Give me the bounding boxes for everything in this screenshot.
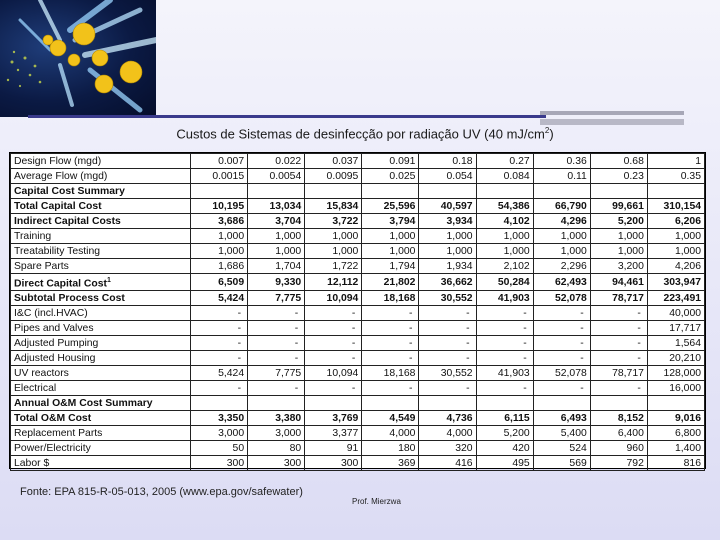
table-cell: 416 [419,456,476,471]
table-cell: 0.037 [305,154,362,169]
table-cell [305,396,362,411]
table-cell: 1,564 [647,336,704,351]
table-cell: 3,380 [248,411,305,426]
table-cell: 21,802 [362,274,419,291]
uv-cost-table [10,153,705,471]
table-cell: 9,330 [248,274,305,291]
row-label [11,441,191,456]
table-cell: 13,034 [248,199,305,214]
table-cell: - [362,351,419,366]
table-cell: 30,552 [419,291,476,306]
table-row [11,154,705,169]
table-cell: 0.11 [533,169,590,184]
table-cell: - [533,351,590,366]
table-cell: 8,152 [590,411,647,426]
author-credit: Prof. Mierzwa [352,497,401,506]
table-cell: - [191,321,248,336]
table-cell: 40,597 [419,199,476,214]
table-cell: 2,296 [533,259,590,274]
table-cell: 5,424 [191,366,248,381]
row-label [11,169,191,184]
table-cell: 6,400 [590,426,647,441]
table-cell [191,184,248,199]
table-cell: 6,493 [533,411,590,426]
table-cell: 1,000 [647,229,704,244]
table-cell [305,184,362,199]
table-row [11,199,705,214]
table-cell: 223,491 [647,291,704,306]
row-label-text: Capital Cost Summary [14,185,125,197]
table-cell: 1,000 [362,244,419,259]
table-cell: - [191,351,248,366]
row-label [11,229,191,244]
table-row [11,229,705,244]
table-cell: 9,016 [647,411,704,426]
table-cell: 3,000 [191,426,248,441]
table-cell: 3,769 [305,411,362,426]
table-cell: 91 [305,441,362,456]
section-header-row [11,396,705,411]
table-cell: 1,000 [590,229,647,244]
table-cell: - [248,306,305,321]
table-cell: 816 [647,456,704,471]
table-cell: 1,000 [476,229,533,244]
table-cell [533,396,590,411]
table-cell: 10,195 [191,199,248,214]
table-cell: 7,775 [248,366,305,381]
row-label [11,321,191,336]
table-cell: 3,200 [590,259,647,274]
table-cell: 54,386 [476,199,533,214]
table-cell: - [248,336,305,351]
table-cell: 524 [533,441,590,456]
table-cell [419,184,476,199]
table-cell: 40,000 [647,306,704,321]
row-label-text: Training [14,230,52,242]
table-cell: - [362,321,419,336]
row-label-text: Spare Parts [14,260,69,272]
table-cell: - [476,351,533,366]
table-row [11,291,705,306]
table-cell: 960 [590,441,647,456]
table-cell: - [590,321,647,336]
table-cell: - [476,336,533,351]
table-cell: 6,206 [647,214,704,229]
table-row [11,321,705,336]
table-cell: - [191,336,248,351]
footnote-marker: 1 [106,277,111,284]
table-cell: 420 [476,441,533,456]
decorative-bar [540,119,684,125]
table-cell: 1,000 [305,229,362,244]
table-cell: 6,509 [191,274,248,291]
row-label-text: Treatability Testing [14,245,101,257]
table-row [11,351,705,366]
table-cell: 1,000 [248,229,305,244]
table-cell [191,396,248,411]
table-cell: 1 [647,154,704,169]
table-cell: 1,000 [647,244,704,259]
table-row [11,274,705,291]
row-label [11,381,191,396]
cost-table-body [11,154,705,471]
row-label [11,184,191,199]
table-cell: 3,704 [248,214,305,229]
table-cell: 18,168 [362,366,419,381]
table-row [11,381,705,396]
slide-title [0,126,720,141]
table-cell: 0.084 [476,169,533,184]
table-cell: 495 [476,456,533,471]
table-cell: 180 [362,441,419,456]
table-cell: - [419,351,476,366]
table-cell: 4,206 [647,259,704,274]
row-label [11,396,191,411]
table-cell: 10,094 [305,291,362,306]
row-label-text: Indirect Capital Costs [14,215,121,227]
table-cell: 4,736 [419,411,476,426]
table-cell: 15,834 [305,199,362,214]
table-cell: 6,800 [647,426,704,441]
table-cell: 12,112 [305,274,362,291]
table-cell: - [248,321,305,336]
row-label-text: Direct Capital Cost [14,278,107,290]
table-cell: - [362,306,419,321]
table-cell: 1,794 [362,259,419,274]
table-cell: - [590,381,647,396]
table-cell: 78,717 [590,291,647,306]
table-cell: - [305,351,362,366]
table-cell [647,396,704,411]
table-cell: - [362,336,419,351]
table-cell [590,184,647,199]
table-cell [590,396,647,411]
table-cell: 4,000 [419,426,476,441]
table-cell: 18,168 [362,291,419,306]
table-cell: - [305,381,362,396]
table-cell: 3,686 [191,214,248,229]
title-close: ) [549,126,554,142]
table-cell [476,184,533,199]
table-cell: 1,000 [248,244,305,259]
row-label [11,244,191,259]
section-header-row [11,184,705,199]
row-label-text: Total O&M Cost [14,412,92,424]
table-cell: - [248,381,305,396]
table-cell: 1,686 [191,259,248,274]
table-cell: 300 [191,456,248,471]
table-cell: 1,000 [191,244,248,259]
table-cell: 310,154 [647,199,704,214]
table-cell: 0.36 [533,154,590,169]
table-cell: 6,115 [476,411,533,426]
table-cell: 3,934 [419,214,476,229]
table-cell: 3,000 [248,426,305,441]
row-label [11,351,191,366]
table-cell: 4,102 [476,214,533,229]
title-divider [28,115,546,118]
table-cell [647,184,704,199]
row-label [11,411,191,426]
table-cell: 2,102 [476,259,533,274]
table-cell: 369 [362,456,419,471]
table-cell: 303,947 [647,274,704,291]
source-citation: Fonte: EPA 815-R-05-013, 2005 (www.epa.gov/safewater) [20,486,303,498]
table-cell: 128,000 [647,366,704,381]
table-cell: 792 [590,456,647,471]
table-cell: - [362,381,419,396]
row-label [11,306,191,321]
table-cell: - [533,321,590,336]
row-label-text: Subtotal Process Cost [14,292,125,304]
table-cell: 50,284 [476,274,533,291]
cost-table-container [9,152,706,469]
row-label-text: Labor $ [14,457,50,469]
table-cell: 1,000 [533,229,590,244]
table-cell: 569 [533,456,590,471]
table-cell: - [248,351,305,366]
table-cell: 36,662 [419,274,476,291]
table-cell: 1,000 [590,244,647,259]
table-cell: 5,200 [590,214,647,229]
table-cell: 17,717 [647,321,704,336]
table-cell: 0.18 [419,154,476,169]
table-cell: 94,461 [590,274,647,291]
table-cell: 300 [248,456,305,471]
table-cell: 1,000 [533,244,590,259]
table-cell [248,184,305,199]
table-cell: 52,078 [533,291,590,306]
table-row [11,426,705,441]
table-row [11,411,705,426]
table-cell: 80 [248,441,305,456]
table-cell: 41,903 [476,291,533,306]
table-cell: 0.022 [248,154,305,169]
table-cell: 300 [305,456,362,471]
table-row [11,366,705,381]
table-cell: 0.0095 [305,169,362,184]
table-cell: 1,704 [248,259,305,274]
table-cell: 1,000 [476,244,533,259]
row-label-text: I&C (incl.HVAC) [14,307,88,319]
table-cell: - [533,381,590,396]
light-rays-illustration [0,0,156,117]
table-cell: 0.091 [362,154,419,169]
table-cell: 1,934 [419,259,476,274]
table-cell: 320 [419,441,476,456]
table-cell: - [419,306,476,321]
row-label [11,426,191,441]
table-cell: - [305,306,362,321]
table-cell [248,396,305,411]
table-cell: 1,000 [191,229,248,244]
table-cell: 1,000 [305,244,362,259]
table-cell: - [590,351,647,366]
table-cell: 50 [191,441,248,456]
table-cell: - [476,306,533,321]
row-label-text: Power/Electricity [14,442,91,454]
row-label-text: Electrical [14,382,57,394]
table-cell: 0.23 [590,169,647,184]
row-label-text: UV reactors [14,367,69,379]
table-cell: 1,400 [647,441,704,456]
table-cell: 16,000 [647,381,704,396]
table-cell: 3,722 [305,214,362,229]
table-cell: 20,210 [647,351,704,366]
table-row [11,336,705,351]
table-cell: 0.054 [419,169,476,184]
row-label-text: Replacement Parts [14,427,103,439]
row-label-text: Average Flow (mgd) [14,170,108,182]
row-label-text: Total Capital Cost [14,200,102,212]
table-cell: 5,400 [533,426,590,441]
title-superscript: 2 [544,126,550,135]
row-label [11,274,191,291]
table-cell [476,396,533,411]
table-cell: 7,775 [248,291,305,306]
table-cell: 1,722 [305,259,362,274]
table-cell: 99,661 [590,199,647,214]
table-cell: - [590,336,647,351]
table-cell: - [305,336,362,351]
table-row [11,306,705,321]
table-cell: 1,000 [419,229,476,244]
table-cell: 0.68 [590,154,647,169]
table-cell: - [533,336,590,351]
table-row [11,244,705,259]
table-row [11,456,705,471]
table-cell: - [476,381,533,396]
table-cell: 1,000 [362,229,419,244]
table-cell: - [191,381,248,396]
row-label [11,456,191,471]
table-cell: 1,000 [419,244,476,259]
table-cell: 4,000 [362,426,419,441]
table-cell [362,396,419,411]
row-label-text: Design Flow (mgd) [14,155,102,167]
table-cell: - [419,336,476,351]
row-label-text: Adjusted Pumping [14,337,99,349]
table-cell: 4,549 [362,411,419,426]
table-cell: - [305,321,362,336]
table-cell: - [476,321,533,336]
table-cell: 5,424 [191,291,248,306]
table-cell [419,396,476,411]
table-cell: 0.0015 [191,169,248,184]
table-cell: 0.27 [476,154,533,169]
table-row [11,214,705,229]
table-cell: 5,200 [476,426,533,441]
row-label-text: Pipes and Valves [14,322,94,334]
table-cell [362,184,419,199]
table-cell: 0.0054 [248,169,305,184]
header-graphic [0,0,156,117]
row-label-text: Adjusted Housing [14,352,96,364]
table-cell: 62,493 [533,274,590,291]
table-cell: 0.35 [647,169,704,184]
table-cell: 3,350 [191,411,248,426]
table-cell: 4,296 [533,214,590,229]
row-label [11,199,191,214]
table-cell [533,184,590,199]
table-cell: 66,790 [533,199,590,214]
row-label [11,154,191,169]
row-label-text: Annual O&M Cost Summary [14,397,153,409]
row-label [11,336,191,351]
table-cell: - [533,306,590,321]
table-row [11,259,705,274]
table-cell: 30,552 [419,366,476,381]
table-row [11,169,705,184]
row-label [11,366,191,381]
table-cell: 0.007 [191,154,248,169]
title-text: Custos de Sistemas de desinfecção por radiação UV (40 mJ/cm [176,126,545,142]
table-cell: 25,596 [362,199,419,214]
table-cell: 41,903 [476,366,533,381]
table-cell: - [419,321,476,336]
table-cell: 0.025 [362,169,419,184]
table-cell: 78,717 [590,366,647,381]
row-label [11,259,191,274]
table-cell: - [419,381,476,396]
table-cell: 10,094 [305,366,362,381]
table-cell: - [590,306,647,321]
table-cell: - [191,306,248,321]
table-row [11,441,705,456]
decorative-bar [540,111,684,115]
table-cell: 52,078 [533,366,590,381]
row-label [11,291,191,306]
row-label [11,214,191,229]
table-cell: 3,794 [362,214,419,229]
table-cell: 3,377 [305,426,362,441]
